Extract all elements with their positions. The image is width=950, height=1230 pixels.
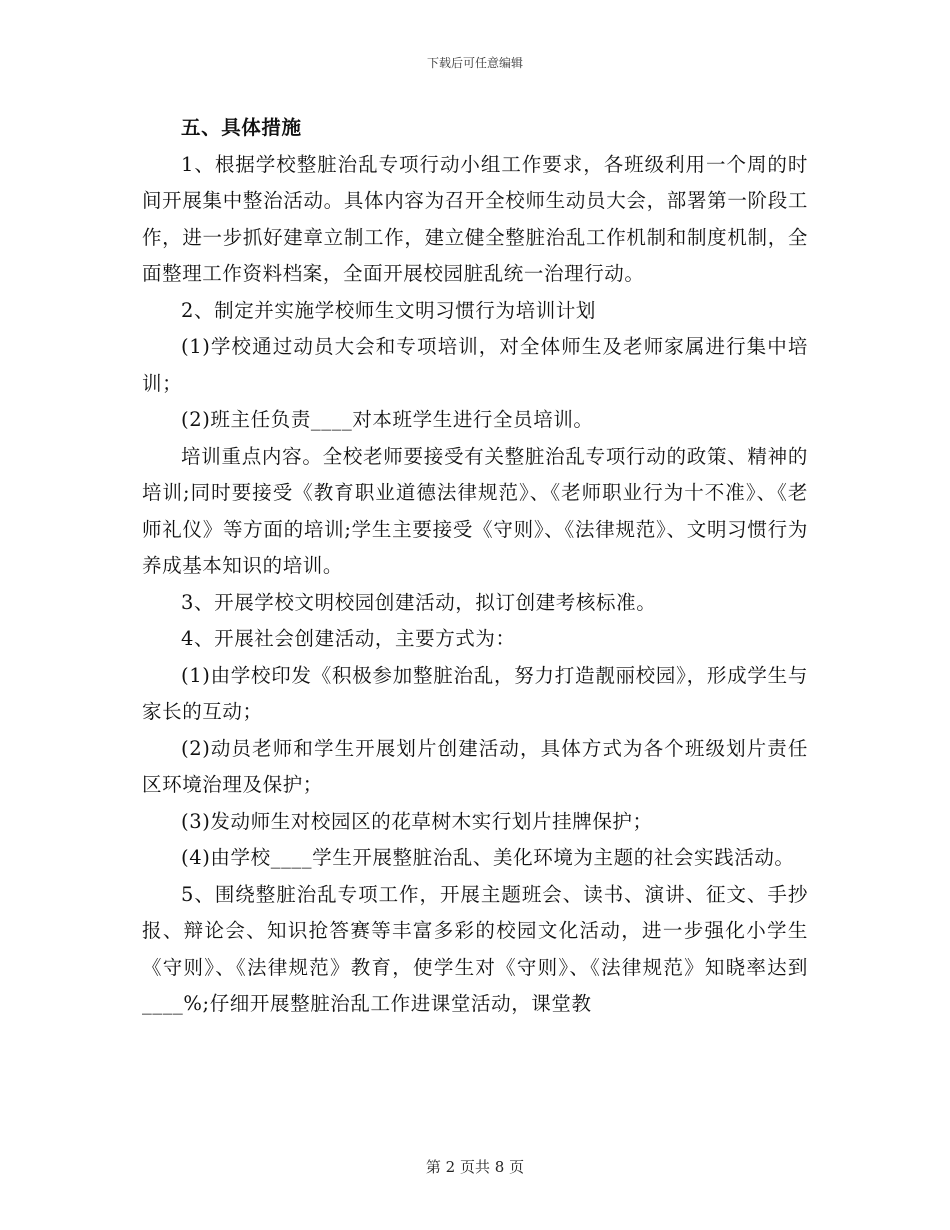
paragraph-3: 3、开展学校文明校园创建活动，拟订创建考核标准。 — [181, 590, 657, 614]
paragraph-2: 2、制定并实施学校师生文明习惯行为培训计划 — [181, 298, 597, 322]
paragraph-4-2: (2)动员老师和学生开展划片创建活动，具体方式为各个班级划片责任区环境治理及保护； — [142, 736, 808, 796]
paragraph-training: 培训重点内容。全校老师要接受有关整脏治乱专项行动的政策、精神的培训;同时要接受《教育职业道德法律规范》、《老师职业行为十不准》、《老师礼仪》等方面的培训;学生主要接受《守则》、《法律规范》、文明习惯行为养成基本知识的培训。 — [142, 444, 808, 577]
paragraph-2-2: (2)班主任负责____对本班学生进行全员培训。 — [181, 408, 594, 431]
paragraph-5: 5、围绕整脏治乱专项工作，开展主题班会、读书、演讲、征文、手抄报、辩论会、知识抢答赛等丰富多彩的校园文化活动，进一步强化小学生《守则》、《法律规范》教育，使学生对《守则》、《法律规范》知晓率达到____%;仔细开展整脏治乱工作进课堂活动，课堂教 — [142, 882, 808, 1015]
paragraph-4: 4、开展社会创建活动，主要方式为： — [181, 627, 516, 650]
paragraph-1: 1、根据学校整脏治乱专项行动小组工作要求，各班级利用一个周的时间开展集中整治活动。具体内容为召开全校师生动员大会，部署第一阶段工作，进一步抓好建章立制工作，建立健全整脏治乱工作机制和制度机制，全面整理工作资料档案，全面开展校园脏乱统一治理行动。 — [142, 152, 808, 285]
document-body — [142, 110, 808, 1023]
page-footer: 第 2 页共 8 页 — [425, 1158, 525, 1176]
paragraph-4-4: (4)由学校____学生开展整脏治乱、美化环境为主题的社会实践活动。 — [181, 846, 795, 869]
paragraph-4-3: (3)发动师生对校园区的花草树木实行划片挂牌保护； — [181, 809, 653, 833]
paragraph-2-1: (1)学校通过动员大会和专项培训，对全体师生及老师家属进行集中培训； — [142, 335, 808, 395]
page-header: 下载后可任意编辑 — [426, 56, 523, 70]
paragraph-4-1: (1)由学校印发《积极参加整脏治乱，努力打造靓丽校园》，形成学生与家长的互动； — [142, 663, 808, 723]
section-heading: 五、具体措施 — [181, 116, 302, 139]
